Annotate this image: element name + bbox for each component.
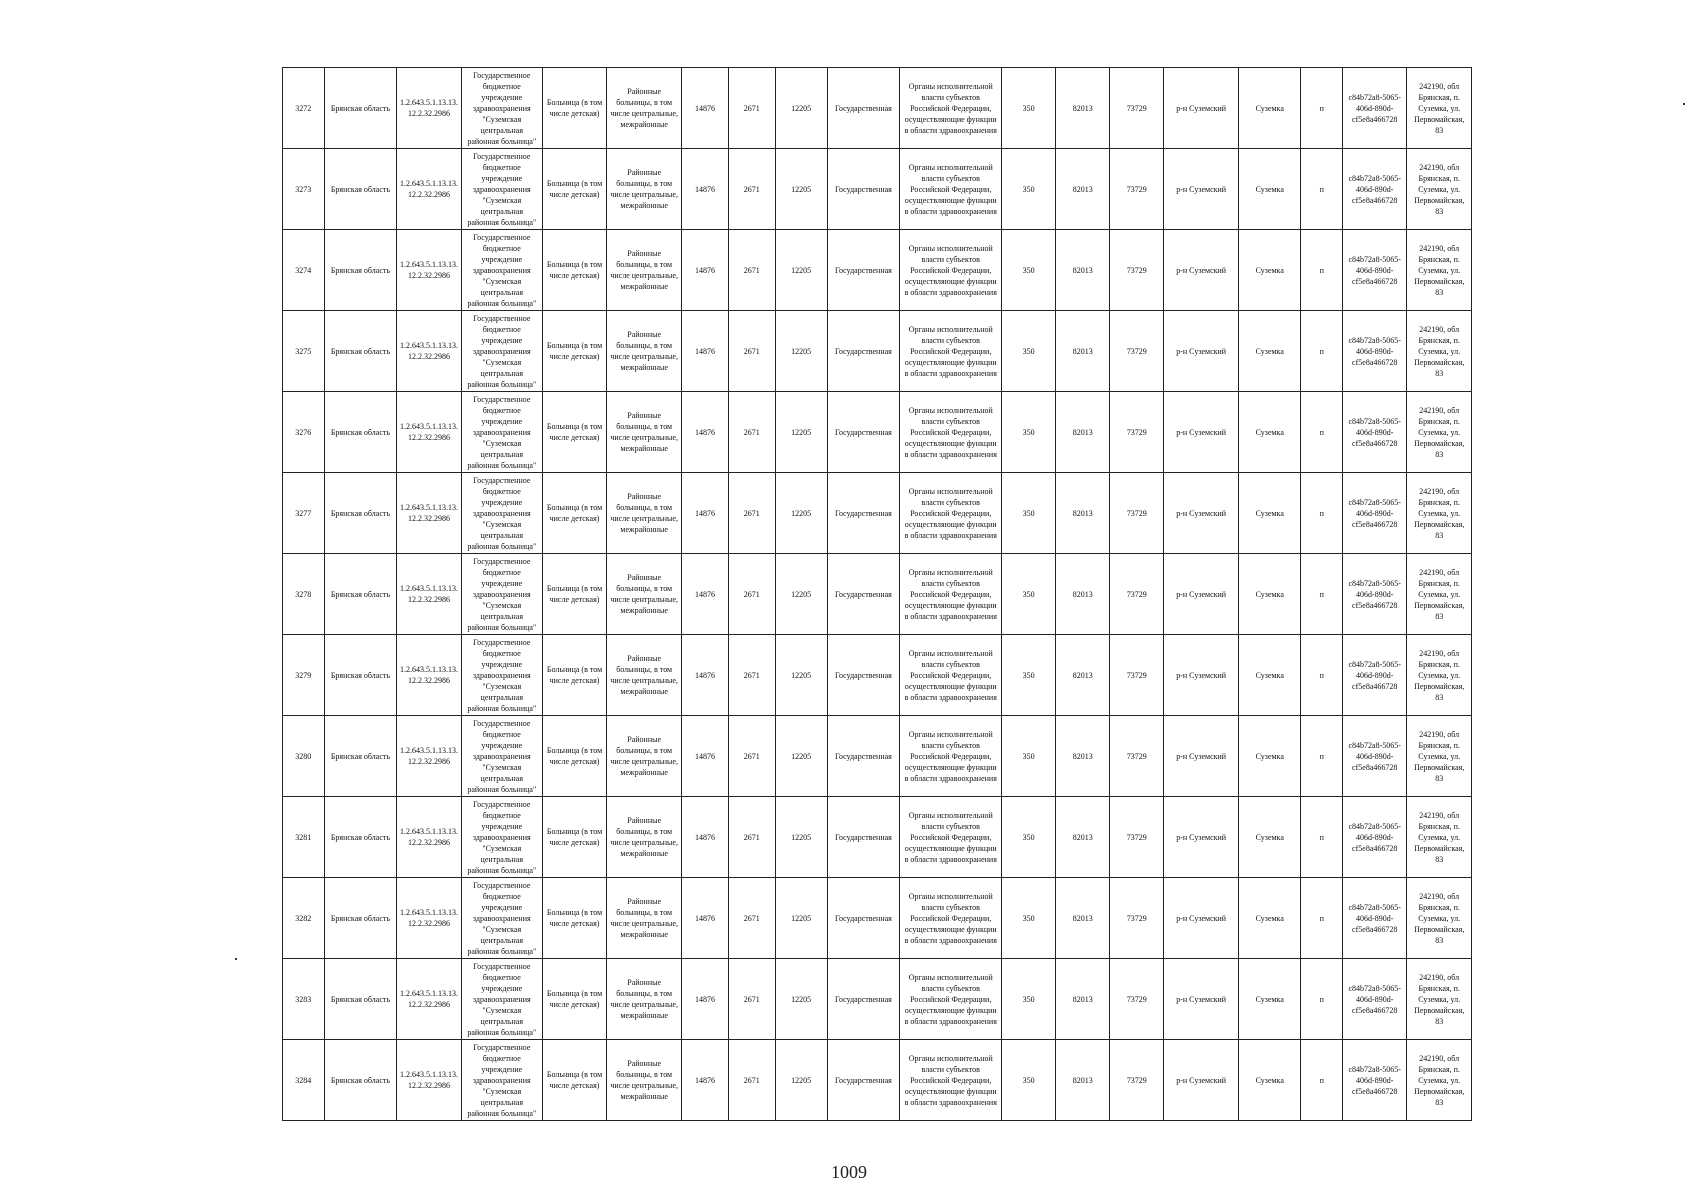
value-cell: 73729 [1110, 149, 1164, 230]
value-cell: 350 [1002, 68, 1056, 149]
locality-type-cell: п [1301, 149, 1343, 230]
facility-kind-cell: Районные больницы, в том числе центральные, межрайонные [607, 1040, 682, 1121]
locality-cell: Суземка [1239, 635, 1301, 716]
page-number: 1009 [831, 1162, 867, 1182]
facility-type-cell: Больница (в том числе детская) [542, 1040, 606, 1121]
locality-cell: Суземка [1239, 878, 1301, 959]
address-cell: 242190, обл Брянская, п. Суземка, ул. Первомайская, 83 [1407, 68, 1472, 149]
value-cell: 350 [1002, 473, 1056, 554]
locality-cell: Суземка [1239, 230, 1301, 311]
oid-cell: 1.2.643.5.1.13.13.12.2.32.2986 [397, 635, 461, 716]
authority-cell: Органы исполнительной власти субъектов Российской Федерации, осуществляющие функции в области здравоохранения [900, 797, 1002, 878]
value-cell: 14876 [682, 1040, 729, 1121]
address-cell: 242190, обл Брянская, п. Суземка, ул. Первомайская, 83 [1407, 392, 1472, 473]
value-cell: 14876 [682, 716, 729, 797]
value-cell: 14876 [682, 959, 729, 1040]
locality-cell: Суземка [1239, 68, 1301, 149]
locality-type-cell: п [1301, 392, 1343, 473]
oid-cell: 1.2.643.5.1.13.13.12.2.32.2986 [397, 68, 461, 149]
oid-cell: 1.2.643.5.1.13.13.12.2.32.2986 [397, 554, 461, 635]
district-cell: р-н Суземский [1164, 716, 1239, 797]
facility-kind-cell: Районные больницы, в том числе центральные, межрайонные [607, 68, 682, 149]
value-cell: 2671 [728, 149, 775, 230]
authority-cell: Органы исполнительной власти субъектов Российской Федерации, осуществляющие функции в области здравоохранения [900, 311, 1002, 392]
value-cell: 73729 [1110, 1040, 1164, 1121]
row-number-cell: 3276 [283, 392, 325, 473]
value-cell: 14876 [682, 878, 729, 959]
value-cell: 73729 [1110, 959, 1164, 1040]
ownership-cell: Государственная [827, 797, 900, 878]
ownership-cell: Государственная [827, 635, 900, 716]
value-cell: 73729 [1110, 797, 1164, 878]
value-cell: 12205 [775, 392, 827, 473]
region-cell: Брянская область [324, 878, 397, 959]
value-cell: 12205 [775, 959, 827, 1040]
guid-cell: c84b72a8-5065-406d-890d-cf5e8a466728 [1343, 797, 1407, 878]
facility-type-cell: Больница (в том числе детская) [542, 311, 606, 392]
value-cell: 12205 [775, 230, 827, 311]
value-cell: 82013 [1056, 473, 1110, 554]
district-cell: р-н Суземский [1164, 959, 1239, 1040]
value-cell: 2671 [728, 797, 775, 878]
value-cell: 82013 [1056, 959, 1110, 1040]
ownership-cell: Государственная [827, 1040, 900, 1121]
organization-cell: Государственное бюджетное учреждение здравоохранения "Суземская центральная районная больница" [461, 68, 542, 149]
facility-type-cell: Больница (в том числе детская) [542, 797, 606, 878]
value-cell: 73729 [1110, 392, 1164, 473]
facility-kind-cell: Районные больницы, в том числе центральные, межрайонные [607, 959, 682, 1040]
value-cell: 73729 [1110, 68, 1164, 149]
value-cell: 2671 [728, 473, 775, 554]
row-number-cell: 3272 [283, 68, 325, 149]
value-cell: 82013 [1056, 1040, 1110, 1121]
authority-cell: Органы исполнительной власти субъектов Российской Федерации, осуществляющие функции в области здравоохранения [900, 959, 1002, 1040]
region-cell: Брянская область [324, 149, 397, 230]
value-cell: 12205 [775, 1040, 827, 1121]
value-cell: 2671 [728, 878, 775, 959]
row-number-cell: 3280 [283, 716, 325, 797]
value-cell: 12205 [775, 716, 827, 797]
guid-cell: c84b72a8-5065-406d-890d-cf5e8a466728 [1343, 1040, 1407, 1121]
value-cell: 82013 [1056, 68, 1110, 149]
address-cell: 242190, обл Брянская, п. Суземка, ул. Первомайская, 83 [1407, 311, 1472, 392]
table-row [283, 554, 1472, 635]
value-cell: 82013 [1056, 149, 1110, 230]
region-cell: Брянская область [324, 473, 397, 554]
district-cell: р-н Суземский [1164, 878, 1239, 959]
facility-kind-cell: Районные больницы, в том числе центральные, межрайонные [607, 554, 682, 635]
oid-cell: 1.2.643.5.1.13.13.12.2.32.2986 [397, 473, 461, 554]
value-cell: 82013 [1056, 797, 1110, 878]
value-cell: 73729 [1110, 716, 1164, 797]
address-cell: 242190, обл Брянская, п. Суземка, ул. Первомайская, 83 [1407, 554, 1472, 635]
value-cell: 12205 [775, 878, 827, 959]
guid-cell: c84b72a8-5065-406d-890d-cf5e8a466728 [1343, 959, 1407, 1040]
value-cell: 12205 [775, 797, 827, 878]
value-cell: 2671 [728, 230, 775, 311]
facility-kind-cell: Районные больницы, в том числе центральные, межрайонные [607, 635, 682, 716]
value-cell: 350 [1002, 797, 1056, 878]
region-cell: Брянская область [324, 68, 397, 149]
value-cell: 2671 [728, 392, 775, 473]
address-cell: 242190, обл Брянская, п. Суземка, ул. Первомайская, 83 [1407, 797, 1472, 878]
value-cell: 14876 [682, 311, 729, 392]
ownership-cell: Государственная [827, 311, 900, 392]
scan-speck [235, 958, 237, 960]
facility-kind-cell: Районные больницы, в том числе центральные, межрайонные [607, 473, 682, 554]
locality-cell: Суземка [1239, 149, 1301, 230]
authority-cell: Органы исполнительной власти субъектов Российской Федерации, осуществляющие функции в области здравоохранения [900, 635, 1002, 716]
facility-type-cell: Больница (в том числе детская) [542, 635, 606, 716]
authority-cell: Органы исполнительной власти субъектов Российской Федерации, осуществляющие функции в области здравоохранения [900, 230, 1002, 311]
ownership-cell: Государственная [827, 473, 900, 554]
authority-cell: Органы исполнительной власти субъектов Российской Федерации, осуществляющие функции в области здравоохранения [900, 149, 1002, 230]
value-cell: 82013 [1056, 878, 1110, 959]
row-number-cell: 3273 [283, 149, 325, 230]
value-cell: 73729 [1110, 635, 1164, 716]
value-cell: 350 [1002, 959, 1056, 1040]
locality-type-cell: п [1301, 878, 1343, 959]
registry-table [282, 67, 1472, 1121]
locality-type-cell: п [1301, 230, 1343, 311]
guid-cell: c84b72a8-5065-406d-890d-cf5e8a466728 [1343, 635, 1407, 716]
value-cell: 350 [1002, 554, 1056, 635]
value-cell: 73729 [1110, 554, 1164, 635]
organization-cell: Государственное бюджетное учреждение здравоохранения "Суземская центральная районная больница" [461, 554, 542, 635]
table-row [283, 878, 1472, 959]
facility-type-cell: Больница (в том числе детская) [542, 554, 606, 635]
facility-type-cell: Больница (в том числе детская) [542, 959, 606, 1040]
oid-cell: 1.2.643.5.1.13.13.12.2.32.2986 [397, 797, 461, 878]
value-cell: 82013 [1056, 716, 1110, 797]
guid-cell: c84b72a8-5065-406d-890d-cf5e8a466728 [1343, 149, 1407, 230]
locality-type-cell: п [1301, 797, 1343, 878]
value-cell: 12205 [775, 68, 827, 149]
value-cell: 82013 [1056, 554, 1110, 635]
value-cell: 350 [1002, 878, 1056, 959]
row-number-cell: 3281 [283, 797, 325, 878]
value-cell: 82013 [1056, 311, 1110, 392]
oid-cell: 1.2.643.5.1.13.13.12.2.32.2986 [397, 716, 461, 797]
table-row [283, 230, 1472, 311]
address-cell: 242190, обл Брянская, п. Суземка, ул. Первомайская, 83 [1407, 716, 1472, 797]
value-cell: 82013 [1056, 230, 1110, 311]
value-cell: 350 [1002, 1040, 1056, 1121]
value-cell: 73729 [1110, 878, 1164, 959]
region-cell: Брянская область [324, 959, 397, 1040]
facility-type-cell: Больница (в том числе детская) [542, 878, 606, 959]
region-cell: Брянская область [324, 230, 397, 311]
locality-type-cell: п [1301, 959, 1343, 1040]
row-number-cell: 3282 [283, 878, 325, 959]
ownership-cell: Государственная [827, 878, 900, 959]
scan-speck [1683, 103, 1685, 105]
district-cell: р-н Суземский [1164, 149, 1239, 230]
value-cell: 2671 [728, 554, 775, 635]
authority-cell: Органы исполнительной власти субъектов Российской Федерации, осуществляющие функции в области здравоохранения [900, 554, 1002, 635]
organization-cell: Государственное бюджетное учреждение здравоохранения "Суземская центральная районная больница" [461, 797, 542, 878]
oid-cell: 1.2.643.5.1.13.13.12.2.32.2986 [397, 311, 461, 392]
ownership-cell: Государственная [827, 554, 900, 635]
oid-cell: 1.2.643.5.1.13.13.12.2.32.2986 [397, 230, 461, 311]
authority-cell: Органы исполнительной власти субъектов Российской Федерации, осуществляющие функции в области здравоохранения [900, 68, 1002, 149]
value-cell: 14876 [682, 473, 729, 554]
organization-cell: Государственное бюджетное учреждение здравоохранения "Суземская центральная районная больница" [461, 473, 542, 554]
value-cell: 73729 [1110, 230, 1164, 311]
organization-cell: Государственное бюджетное учреждение здравоохранения "Суземская центральная районная больница" [461, 149, 542, 230]
value-cell: 350 [1002, 392, 1056, 473]
region-cell: Брянская область [324, 797, 397, 878]
value-cell: 12205 [775, 473, 827, 554]
value-cell: 14876 [682, 68, 729, 149]
ownership-cell: Государственная [827, 68, 900, 149]
facility-type-cell: Больница (в том числе детская) [542, 68, 606, 149]
organization-cell: Государственное бюджетное учреждение здравоохранения "Суземская центральная районная больница" [461, 311, 542, 392]
ownership-cell: Государственная [827, 230, 900, 311]
address-cell: 242190, обл Брянская, п. Суземка, ул. Первомайская, 83 [1407, 473, 1472, 554]
table-body [283, 68, 1472, 1121]
value-cell: 2671 [728, 311, 775, 392]
region-cell: Брянская область [324, 716, 397, 797]
value-cell: 2671 [728, 1040, 775, 1121]
locality-cell: Суземка [1239, 473, 1301, 554]
organization-cell: Государственное бюджетное учреждение здравоохранения "Суземская центральная районная больница" [461, 716, 542, 797]
guid-cell: c84b72a8-5065-406d-890d-cf5e8a466728 [1343, 716, 1407, 797]
value-cell: 2671 [728, 716, 775, 797]
address-cell: 242190, обл Брянская, п. Суземка, ул. Первомайская, 83 [1407, 959, 1472, 1040]
region-cell: Брянская область [324, 311, 397, 392]
authority-cell: Органы исполнительной власти субъектов Российской Федерации, осуществляющие функции в области здравоохранения [900, 878, 1002, 959]
address-cell: 242190, обл Брянская, п. Суземка, ул. Первомайская, 83 [1407, 149, 1472, 230]
organization-cell: Государственное бюджетное учреждение здравоохранения "Суземская центральная районная больница" [461, 635, 542, 716]
facility-type-cell: Больница (в том числе детская) [542, 230, 606, 311]
district-cell: р-н Суземский [1164, 797, 1239, 878]
value-cell: 350 [1002, 149, 1056, 230]
guid-cell: c84b72a8-5065-406d-890d-cf5e8a466728 [1343, 554, 1407, 635]
value-cell: 14876 [682, 797, 729, 878]
guid-cell: c84b72a8-5065-406d-890d-cf5e8a466728 [1343, 473, 1407, 554]
facility-kind-cell: Районные больницы, в том числе центральные, межрайонные [607, 149, 682, 230]
guid-cell: c84b72a8-5065-406d-890d-cf5e8a466728 [1343, 311, 1407, 392]
value-cell: 73729 [1110, 473, 1164, 554]
value-cell: 82013 [1056, 635, 1110, 716]
district-cell: р-н Суземский [1164, 635, 1239, 716]
facility-type-cell: Больница (в том числе детская) [542, 149, 606, 230]
address-cell: 242190, обл Брянская, п. Суземка, ул. Первомайская, 83 [1407, 635, 1472, 716]
value-cell: 14876 [682, 392, 729, 473]
value-cell: 350 [1002, 635, 1056, 716]
address-cell: 242190, обл Брянская, п. Суземка, ул. Первомайская, 83 [1407, 1040, 1472, 1121]
ownership-cell: Государственная [827, 716, 900, 797]
organization-cell: Государственное бюджетное учреждение здравоохранения "Суземская центральная районная больница" [461, 1040, 542, 1121]
district-cell: р-н Суземский [1164, 311, 1239, 392]
locality-type-cell: п [1301, 1040, 1343, 1121]
value-cell: 350 [1002, 716, 1056, 797]
guid-cell: c84b72a8-5065-406d-890d-cf5e8a466728 [1343, 392, 1407, 473]
table-row [283, 1040, 1472, 1121]
value-cell: 82013 [1056, 392, 1110, 473]
value-cell: 14876 [682, 149, 729, 230]
locality-cell: Суземка [1239, 959, 1301, 1040]
value-cell: 14876 [682, 635, 729, 716]
locality-cell: Суземка [1239, 554, 1301, 635]
table-row [283, 68, 1472, 149]
locality-cell: Суземка [1239, 311, 1301, 392]
value-cell: 2671 [728, 959, 775, 1040]
table-row [283, 392, 1472, 473]
organization-cell: Государственное бюджетное учреждение здравоохранения "Суземская центральная районная больница" [461, 878, 542, 959]
ownership-cell: Государственная [827, 149, 900, 230]
row-number-cell: 3275 [283, 311, 325, 392]
organization-cell: Государственное бюджетное учреждение здравоохранения "Суземская центральная районная больница" [461, 392, 542, 473]
organization-cell: Государственное бюджетное учреждение здравоохранения "Суземская центральная районная больница" [461, 230, 542, 311]
oid-cell: 1.2.643.5.1.13.13.12.2.32.2986 [397, 149, 461, 230]
locality-type-cell: п [1301, 716, 1343, 797]
locality-type-cell: п [1301, 635, 1343, 716]
table-row [283, 716, 1472, 797]
locality-cell: Суземка [1239, 716, 1301, 797]
region-cell: Брянская область [324, 392, 397, 473]
facility-kind-cell: Районные больницы, в том числе центральные, межрайонные [607, 230, 682, 311]
row-number-cell: 3283 [283, 959, 325, 1040]
value-cell: 350 [1002, 230, 1056, 311]
oid-cell: 1.2.643.5.1.13.13.12.2.32.2986 [397, 392, 461, 473]
guid-cell: c84b72a8-5065-406d-890d-cf5e8a466728 [1343, 230, 1407, 311]
facility-kind-cell: Районные больницы, в том числе центральные, межрайонные [607, 878, 682, 959]
row-number-cell: 3279 [283, 635, 325, 716]
address-cell: 242190, обл Брянская, п. Суземка, ул. Первомайская, 83 [1407, 878, 1472, 959]
facility-kind-cell: Районные больницы, в том числе центральные, межрайонные [607, 797, 682, 878]
table-row [283, 959, 1472, 1040]
value-cell: 14876 [682, 554, 729, 635]
guid-cell: c84b72a8-5065-406d-890d-cf5e8a466728 [1343, 68, 1407, 149]
authority-cell: Органы исполнительной власти субъектов Российской Федерации, осуществляющие функции в области здравоохранения [900, 716, 1002, 797]
locality-type-cell: п [1301, 473, 1343, 554]
district-cell: р-н Суземский [1164, 230, 1239, 311]
organization-cell: Государственное бюджетное учреждение здравоохранения "Суземская центральная районная больница" [461, 959, 542, 1040]
value-cell: 73729 [1110, 311, 1164, 392]
value-cell: 14876 [682, 230, 729, 311]
district-cell: р-н Суземский [1164, 392, 1239, 473]
oid-cell: 1.2.643.5.1.13.13.12.2.32.2986 [397, 959, 461, 1040]
ownership-cell: Государственная [827, 392, 900, 473]
locality-type-cell: п [1301, 554, 1343, 635]
facility-kind-cell: Районные больницы, в том числе центральные, межрайонные [607, 311, 682, 392]
locality-type-cell: п [1301, 311, 1343, 392]
facility-type-cell: Больница (в том числе детская) [542, 473, 606, 554]
locality-cell: Суземка [1239, 797, 1301, 878]
authority-cell: Органы исполнительной власти субъектов Российской Федерации, осуществляющие функции в области здравоохранения [900, 1040, 1002, 1121]
district-cell: р-н Суземский [1164, 473, 1239, 554]
value-cell: 2671 [728, 68, 775, 149]
table-row [283, 635, 1472, 716]
guid-cell: c84b72a8-5065-406d-890d-cf5e8a466728 [1343, 878, 1407, 959]
facility-type-cell: Больница (в том числе детская) [542, 392, 606, 473]
authority-cell: Органы исполнительной власти субъектов Российской Федерации, осуществляющие функции в области здравоохранения [900, 473, 1002, 554]
table-row [283, 797, 1472, 878]
value-cell: 12205 [775, 635, 827, 716]
row-number-cell: 3277 [283, 473, 325, 554]
locality-type-cell: п [1301, 68, 1343, 149]
value-cell: 350 [1002, 311, 1056, 392]
facility-kind-cell: Районные больницы, в том числе центральные, межрайонные [607, 716, 682, 797]
oid-cell: 1.2.643.5.1.13.13.12.2.32.2986 [397, 1040, 461, 1121]
locality-cell: Суземка [1239, 392, 1301, 473]
locality-cell: Суземка [1239, 1040, 1301, 1121]
oid-cell: 1.2.643.5.1.13.13.12.2.32.2986 [397, 878, 461, 959]
row-number-cell: 3274 [283, 230, 325, 311]
authority-cell: Органы исполнительной власти субъектов Российской Федерации, осуществляющие функции в области здравоохранения [900, 392, 1002, 473]
facility-kind-cell: Районные больницы, в том числе центральные, межрайонные [607, 392, 682, 473]
value-cell: 12205 [775, 149, 827, 230]
row-number-cell: 3284 [283, 1040, 325, 1121]
district-cell: р-н Суземский [1164, 1040, 1239, 1121]
region-cell: Брянская область [324, 554, 397, 635]
table-row [283, 149, 1472, 230]
value-cell: 12205 [775, 311, 827, 392]
ownership-cell: Государственная [827, 959, 900, 1040]
table-row [283, 473, 1472, 554]
address-cell: 242190, обл Брянская, п. Суземка, ул. Первомайская, 83 [1407, 230, 1472, 311]
value-cell: 12205 [775, 554, 827, 635]
row-number-cell: 3278 [283, 554, 325, 635]
table-row [283, 311, 1472, 392]
value-cell: 2671 [728, 635, 775, 716]
district-cell: р-н Суземский [1164, 68, 1239, 149]
facility-type-cell: Больница (в том числе детская) [542, 716, 606, 797]
district-cell: р-н Суземский [1164, 554, 1239, 635]
region-cell: Брянская область [324, 1040, 397, 1121]
region-cell: Брянская область [324, 635, 397, 716]
